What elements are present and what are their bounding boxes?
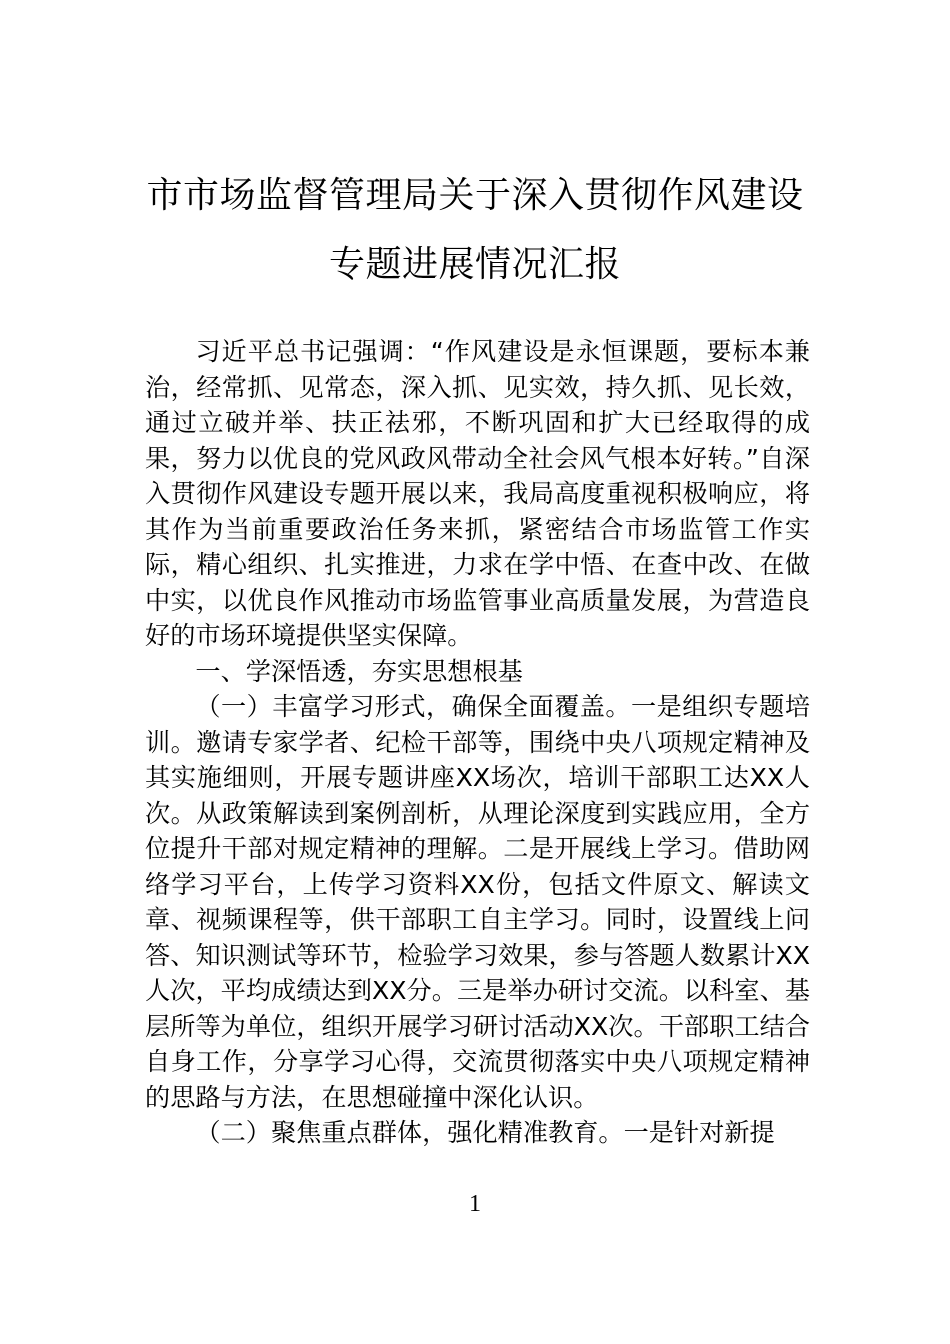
section-heading-1: 一、学深悟透，夯实思想根基 [195,656,523,686]
document-title-line-1: 市市场监督管理局关于深入贯彻作风建设 [146,175,804,216]
page-number: 1 [469,1191,481,1217]
document-body [145,334,810,1151]
paragraph-subsection-2: （二）聚焦重点群体，强化精准教育。一是针对新提 [195,1118,775,1147]
paragraph-subsection-1: （一）丰富学习形式，确保全面覆盖。一是组织专题培训。邀请专家学者、纪检干部等，围绕中央八项规定精神及其实施细则，开展专题讲座XX场次，培训干部职工达XX人次。从政策解读到案例剖析，从理论深度到实践应用，全方位提升干部对规定精神的理解。二是开展线上学习。借助网络学习平台，上传学习资料XX份，包括文件原文、解读文章、视频课程等，供干部职工自主学习。同时，设置线上问答、知识测试等环节，检验学习效果，参与答题人数累计XX人次，平均成绩达到XX分。三是举办研讨交流。以科室、基层所等为单位，组织开展学习研讨活动XX次。干部职工结合自身工作，分享学习心得，交流贯彻落实中央八项规定精神的思路与方法，在思想碰撞中深化认识。 [145,692,810,1112]
paragraph-intro: 习近平总书记强调：“作风建设是永恒课题，要标本兼治，经常抓、见常态，深入抓、见实效，持久抓、见长效，通过立破并举、扶正祛邪，不断巩固和扩大已经取得的成果，努力以优良的党风政风带动全社会风气根本好转。”自深入贯彻作风建设专题开展以来，我局高度重视积极响应，将其作为当前重要政治任务来抓，紧密结合市场监管工作实际，精心组织、扎实推进，力求在学中悟、在查中改、在做中实，以优良作风推动市场监管事业高质量发展，为营造良好的市场环境提供坚实保障。 [145,337,810,650]
document-title-line-2: 专题进展情况汇报 [328,244,621,285]
